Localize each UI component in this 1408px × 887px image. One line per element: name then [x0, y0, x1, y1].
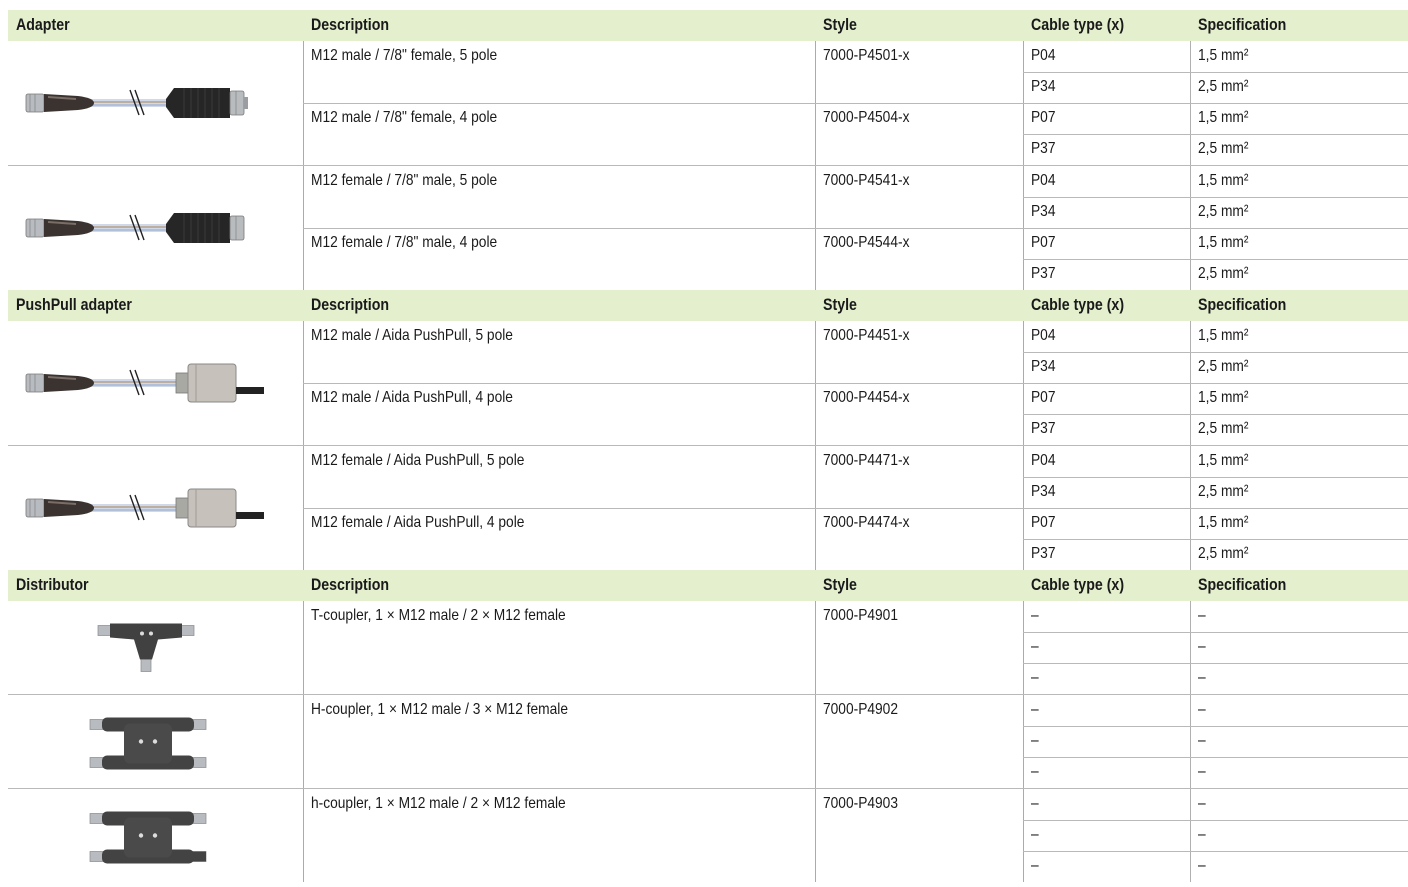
column-divider [1023, 789, 1024, 882]
specification-cell: – [1198, 826, 1206, 843]
section-header [8, 290, 1408, 321]
product-style-code: 7000-P4902 [823, 701, 898, 718]
column-divider [815, 601, 816, 694]
column-header-description: Description [311, 16, 390, 34]
row-divider [1023, 726, 1408, 727]
product-description: M12 female / 7/8" male, 4 pole [311, 234, 498, 251]
cable-type-cell: – [1031, 638, 1039, 655]
specification-cell: – [1198, 857, 1206, 874]
column-header-description: Description [311, 296, 390, 314]
item-divider [303, 383, 1408, 384]
product-style-code: 7000-P4474-x [823, 514, 910, 531]
product-style-code: 7000-P4451-x [823, 327, 910, 344]
column-header-specification: Specification [1198, 16, 1287, 34]
specification-cell: – [1198, 669, 1206, 686]
specification-cell: – [1198, 607, 1206, 624]
row-divider [1023, 72, 1408, 73]
item-divider [303, 103, 1408, 104]
section-title: Distributor [16, 576, 89, 594]
specification-cell: 2,5 mm² [1198, 78, 1249, 95]
pushpull-adapter-m12-female-image [8, 446, 293, 570]
column-header-cable-type: Cable type (x) [1031, 576, 1125, 594]
cable-type-cell: P04 [1031, 452, 1056, 469]
specification-cell: 1,5 mm² [1198, 47, 1249, 64]
cable-type-cell: P04 [1031, 327, 1056, 344]
product-style-code: 7000-P4903 [823, 795, 898, 812]
product-description: M12 female / Aida PushPull, 4 pole [311, 514, 525, 531]
row-divider [1023, 851, 1408, 852]
section-header [8, 570, 1408, 601]
column-divider [303, 601, 304, 694]
specification-cell: 2,5 mm² [1198, 420, 1249, 437]
cable-type-cell: – [1031, 669, 1039, 686]
item-divider [303, 508, 1408, 509]
column-header-cable-type: Cable type (x) [1031, 296, 1125, 314]
column-header-specification: Specification [1198, 576, 1287, 594]
product-table [8, 10, 1408, 882]
row-divider [1023, 632, 1408, 633]
column-divider [815, 789, 816, 882]
specification-cell: 2,5 mm² [1198, 483, 1249, 500]
column-divider [1023, 695, 1024, 788]
product-description: T-coupler, 1 × M12 male / 2 × M12 female [311, 607, 566, 624]
product-style-code: 7000-P4454-x [823, 389, 910, 406]
specification-cell: – [1198, 795, 1206, 812]
column-header-description: Description [311, 576, 390, 594]
h-coupler-3-image [8, 695, 293, 788]
cable-type-cell: – [1031, 857, 1039, 874]
product-description: M12 male / 7/8" female, 5 pole [311, 47, 498, 64]
specification-cell: 1,5 mm² [1198, 172, 1249, 189]
column-divider [1190, 601, 1191, 694]
product-group [8, 601, 1408, 695]
product-style-code: 7000-P4471-x [823, 452, 910, 469]
column-header-specification: Specification [1198, 296, 1287, 314]
specification-cell: 1,5 mm² [1198, 389, 1249, 406]
specification-cell: 1,5 mm² [1198, 327, 1249, 344]
specification-cell: 2,5 mm² [1198, 203, 1249, 220]
cable-type-cell: – [1031, 795, 1039, 812]
row-divider [1023, 259, 1408, 260]
row-divider [1023, 477, 1408, 478]
product-description: M12 female / Aida PushPull, 5 pole [311, 452, 525, 469]
cable-type-cell: P34 [1031, 483, 1056, 500]
product-description: M12 male / Aida PushPull, 4 pole [311, 389, 513, 406]
cable-type-cell: P04 [1031, 172, 1056, 189]
column-divider [1190, 695, 1191, 788]
cable-type-cell: – [1031, 826, 1039, 843]
section-header [8, 10, 1408, 41]
specification-cell: – [1198, 763, 1206, 780]
cable-type-cell: – [1031, 701, 1039, 718]
product-group [8, 789, 1408, 882]
section-body [8, 601, 1408, 882]
cable-type-cell: P34 [1031, 358, 1056, 375]
row-divider [1023, 134, 1408, 135]
row-divider [1023, 352, 1408, 353]
row-divider [1023, 539, 1408, 540]
column-divider [303, 695, 304, 788]
specification-cell: 1,5 mm² [1198, 452, 1249, 469]
product-group [8, 41, 1408, 166]
cable-type-cell: P07 [1031, 389, 1056, 406]
specification-cell: – [1198, 701, 1206, 718]
product-group [8, 321, 1408, 446]
column-divider [1190, 789, 1191, 882]
specification-cell: – [1198, 638, 1206, 655]
pushpull-adapter-m12-male-image [8, 321, 293, 445]
product-description: M12 male / 7/8" female, 4 pole [311, 109, 498, 126]
column-divider [303, 789, 304, 882]
product-style-code: 7000-P4504-x [823, 109, 910, 126]
product-style-code: 7000-P4901 [823, 607, 898, 624]
column-header-style: Style [823, 16, 857, 34]
specification-cell: 2,5 mm² [1198, 358, 1249, 375]
specification-cell: 1,5 mm² [1198, 234, 1249, 251]
t-coupler-image [8, 601, 293, 694]
column-header-style: Style [823, 296, 857, 314]
specification-cell: 2,5 mm² [1198, 265, 1249, 282]
product-group [8, 695, 1408, 789]
product-group [8, 446, 1408, 570]
row-divider [1023, 663, 1408, 664]
cable-type-cell: P37 [1031, 265, 1056, 282]
cable-type-cell: P37 [1031, 545, 1056, 562]
cable-type-cell: P37 [1031, 140, 1056, 157]
section-body [8, 321, 1408, 570]
row-divider [1023, 820, 1408, 821]
item-divider [303, 228, 1408, 229]
product-style-code: 7000-P4501-x [823, 47, 910, 64]
h-coupler-2-image [8, 789, 293, 882]
cable-type-cell: P34 [1031, 78, 1056, 95]
specification-cell: 2,5 mm² [1198, 140, 1249, 157]
specification-cell: 1,5 mm² [1198, 514, 1249, 531]
product-description: M12 female / 7/8" male, 5 pole [311, 172, 498, 189]
adapter-m12-male-78-female-image [8, 41, 293, 165]
cable-type-cell: – [1031, 607, 1039, 624]
column-header-cable-type: Cable type (x) [1031, 16, 1125, 34]
cable-type-cell: – [1031, 763, 1039, 780]
section-title: Adapter [16, 16, 70, 34]
specification-cell: 2,5 mm² [1198, 545, 1249, 562]
cable-type-cell: P07 [1031, 234, 1056, 251]
product-style-code: 7000-P4541-x [823, 172, 910, 189]
cable-type-cell: – [1031, 732, 1039, 749]
product-description: M12 male / Aida PushPull, 5 pole [311, 327, 513, 344]
cable-type-cell: P07 [1031, 109, 1056, 126]
cable-type-cell: P04 [1031, 47, 1056, 64]
product-style-code: 7000-P4544-x [823, 234, 910, 251]
adapter-m12-female-78-male-image [8, 166, 293, 290]
specification-cell: 1,5 mm² [1198, 109, 1249, 126]
row-divider [1023, 414, 1408, 415]
product-description: H-coupler, 1 × M12 male / 3 × M12 female [311, 701, 568, 718]
column-divider [1023, 601, 1024, 694]
specification-cell: – [1198, 732, 1206, 749]
row-divider [1023, 757, 1408, 758]
cable-type-cell: P37 [1031, 420, 1056, 437]
row-divider [1023, 197, 1408, 198]
cable-type-cell: P07 [1031, 514, 1056, 531]
section-body [8, 41, 1408, 290]
product-description: h-coupler, 1 × M12 male / 2 × M12 female [311, 795, 566, 812]
product-group [8, 166, 1408, 290]
column-header-style: Style [823, 576, 857, 594]
section-title: PushPull adapter [16, 296, 132, 314]
cable-type-cell: P34 [1031, 203, 1056, 220]
column-divider [815, 695, 816, 788]
